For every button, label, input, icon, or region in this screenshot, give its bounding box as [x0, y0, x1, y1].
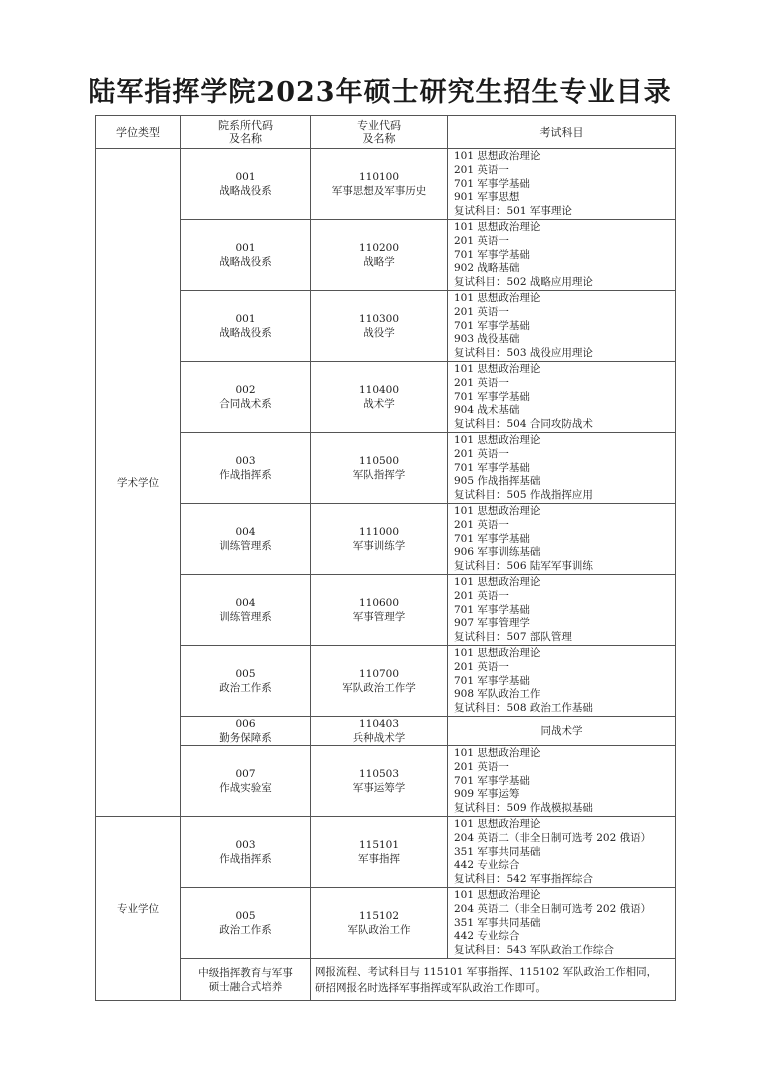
table-row: [96, 888, 676, 959]
dept-code: 003: [235, 455, 256, 467]
dept-name: 作战指挥系: [219, 469, 272, 481]
subject-line: 908 军队政治工作: [454, 688, 541, 701]
dept-code: 005: [235, 910, 256, 922]
dept-name: 战略战役系: [219, 185, 272, 197]
major-cell: [311, 149, 448, 220]
dept-cell: [181, 575, 311, 646]
table-row: [96, 291, 676, 362]
subject-line: 201 英语一: [454, 376, 509, 389]
major-name: 兵种战术学: [352, 732, 406, 744]
subject-line: 复试科目：542 军事指挥综合: [454, 873, 593, 886]
dept-cell: [181, 433, 311, 504]
joint-program-name: [181, 959, 311, 1001]
subjects-cell: [448, 362, 676, 433]
dept-code: 003: [235, 839, 256, 851]
dept-code: 004: [235, 597, 256, 609]
major-cell: [311, 646, 448, 717]
subject-line: 902 战略基础: [454, 262, 520, 275]
major-code: 110600: [358, 597, 400, 609]
major-name: 军事管理学: [352, 611, 406, 623]
joint-program-note: [311, 959, 676, 1001]
subject-line: 101 思想政治理论: [454, 505, 541, 517]
subject-line: 201 英语一: [454, 589, 509, 602]
dept-name: 政治工作系: [219, 924, 272, 936]
subject-line: 201 英语一: [454, 163, 509, 176]
subjects-cell: [448, 817, 676, 888]
subject-line: 101 思想政治理论: [454, 747, 541, 759]
header-major: 专业代码 及名称: [311, 116, 448, 149]
major-cell: [311, 717, 448, 746]
subject-line: 101 思想政治理论: [454, 818, 541, 830]
header-degree-type: 学位类型: [96, 116, 181, 149]
subject-line: 906 军事训练基础: [454, 546, 541, 559]
table-row: [96, 220, 676, 291]
subjects-cell: [448, 504, 676, 575]
major-code: 110100: [358, 171, 400, 183]
subject-line: 101 思想政治理论: [454, 363, 541, 375]
subject-line: 复试科目：503 战役应用理论: [454, 347, 593, 360]
table-row: [96, 717, 676, 746]
subjects-cell: [448, 888, 676, 959]
subject-line: 101 思想政治理论: [454, 292, 541, 304]
major-cell: [311, 746, 448, 817]
page-title: 陆军指挥学院2023年硕士研究生招生专业目录: [88, 77, 672, 108]
degree-type-professional: 专业学位: [96, 817, 181, 1001]
joint-note-line: 研招网报名时选择军事指挥或军队政治工作即可。: [315, 981, 546, 994]
major-name: 军事训练学: [352, 540, 406, 552]
subjects-cell: [448, 575, 676, 646]
subject-line: 101 思想政治理论: [454, 150, 541, 162]
subject-line: 701 军事学基础: [454, 177, 530, 190]
major-cell: [311, 291, 448, 362]
header-dept: 院系所代码 及名称: [181, 116, 311, 149]
subject-line: 复试科目：502 战略应用理论: [454, 276, 593, 289]
subject-line: 201 英语一: [454, 234, 509, 247]
major-name: 军事运筹学: [352, 782, 406, 794]
subject-line: 701 军事学基础: [454, 774, 530, 787]
major-code: 110700: [358, 668, 400, 680]
subject-line: 201 英语一: [454, 518, 509, 531]
dept-code: 002: [235, 384, 256, 396]
catalog-table: [95, 115, 676, 1001]
subject-line: 复试科目：507 部队管理: [454, 631, 572, 644]
subject-line: 复试科目：509 作战模拟基础: [454, 802, 593, 815]
subject-line: 904 战术基础: [454, 404, 520, 417]
dept-cell: [181, 220, 311, 291]
subject-line: 905 作战指挥基础: [454, 475, 541, 488]
subject-line: 101 思想政治理论: [454, 647, 541, 659]
major-name: 军队政治工作: [347, 924, 411, 936]
subject-line: 101 思想政治理论: [454, 889, 541, 901]
dept-cell: [181, 362, 311, 433]
dept-code: 001: [235, 313, 256, 325]
dept-code: 005: [235, 668, 256, 680]
major-name: 战术学: [363, 398, 395, 410]
major-code: 110200: [358, 242, 400, 254]
subject-line: 204 英语二（非全日制可选考 202 俄语）: [454, 902, 652, 915]
dept-name: 作战实验室: [219, 782, 272, 794]
dept-cell: [181, 717, 311, 746]
subjects-note: 同战术学: [448, 717, 676, 746]
degree-type-academic: 学术学位: [96, 149, 181, 817]
dept-cell: [181, 746, 311, 817]
subject-line: 351 军事共同基础: [454, 916, 541, 929]
subject-line: 701 军事学基础: [454, 390, 530, 403]
subjects-cell: [448, 291, 676, 362]
subject-line: 701 军事学基础: [454, 603, 530, 616]
subject-line: 907 军事管理学: [454, 617, 530, 630]
table-row: [96, 575, 676, 646]
dept-name: 勤务保障系: [219, 732, 272, 744]
dept-code: 004: [235, 526, 256, 538]
dept-name: 战略战役系: [219, 256, 272, 268]
major-code: 110403: [358, 718, 400, 730]
dept-name: 战略战役系: [219, 327, 272, 339]
dept-name: 合同战术系: [219, 398, 272, 410]
subject-line: 701 军事学基础: [454, 319, 530, 332]
dept-cell: [181, 817, 311, 888]
joint-name-line: 中级指挥教育与军事: [198, 966, 293, 979]
joint-note-line: 网报流程、考试科目与 115101 军事指挥、115102 军队政治工作相同，: [315, 965, 658, 978]
major-name: 军事思想及军事历史: [331, 185, 427, 197]
major-name: 军队政治工作学: [342, 682, 416, 694]
subject-line: 201 英语一: [454, 305, 509, 318]
major-cell: [311, 817, 448, 888]
subject-line: 复试科目：508 政治工作基础: [454, 702, 593, 715]
table-row: [96, 433, 676, 504]
subjects-cell: [448, 646, 676, 717]
subject-line: 701 军事学基础: [454, 674, 530, 687]
subject-line: 701 军事学基础: [454, 248, 530, 261]
dept-cell: [181, 291, 311, 362]
dept-cell: [181, 149, 311, 220]
major-code: 115101: [358, 839, 400, 851]
dept-cell: [181, 646, 311, 717]
subject-line: 701 军事学基础: [454, 532, 530, 545]
major-cell: [311, 575, 448, 646]
table-row: [96, 817, 676, 888]
major-code: 110500: [358, 455, 400, 467]
subject-line: 901 军事思想: [454, 191, 520, 204]
subject-line: 101 思想政治理论: [454, 576, 541, 588]
major-name: 战略学: [363, 256, 395, 268]
major-code: 110300: [358, 313, 400, 325]
dept-cell: [181, 888, 311, 959]
dept-code: 001: [235, 242, 256, 254]
table-row: [96, 746, 676, 817]
subject-line: 复试科目：505 作战指挥应用: [454, 489, 593, 502]
subject-line: 201 英语一: [454, 447, 509, 460]
dept-name: 训练管理系: [219, 611, 272, 623]
subjects-cell: [448, 149, 676, 220]
major-cell: [311, 504, 448, 575]
table-row: [96, 959, 676, 1001]
subject-line: 复试科目：543 军队政治工作综合: [454, 944, 614, 957]
major-code: 111000: [358, 526, 400, 538]
dept-code: 001: [235, 171, 256, 183]
major-cell: [311, 362, 448, 433]
table-row: [96, 149, 676, 220]
dept-cell: [181, 504, 311, 575]
subject-line: 909 军事运筹: [454, 788, 520, 801]
subjects-cell: [448, 746, 676, 817]
major-cell: [311, 220, 448, 291]
joint-name-line: 硕士融合式培养: [208, 980, 283, 993]
subject-line: 204 英语二（非全日制可选考 202 俄语）: [454, 831, 652, 844]
subject-line: 复试科目：506 陆军军事训练: [454, 560, 593, 573]
major-code: 110503: [358, 768, 400, 780]
major-name: 军事指挥: [358, 853, 400, 865]
dept-code: 007: [235, 768, 256, 780]
dept-code: 006: [235, 718, 256, 730]
subject-line: 442 专业综合: [454, 930, 520, 943]
header-subjects: 考试科目: [448, 116, 676, 149]
table-row: [96, 362, 676, 433]
major-cell: [311, 433, 448, 504]
table-row: [96, 646, 676, 717]
dept-name: 作战指挥系: [219, 853, 272, 865]
subject-line: 复试科目：501 军事理论: [454, 205, 572, 218]
subject-line: 442 专业综合: [454, 859, 520, 872]
major-code: 115102: [358, 910, 400, 922]
subject-line: 复试科目：504 合同攻防战术: [454, 418, 593, 431]
dept-name: 政治工作系: [219, 682, 272, 694]
major-name: 军队指挥学: [352, 469, 406, 481]
dept-name: 训练管理系: [219, 540, 272, 552]
subjects-cell: [448, 220, 676, 291]
subject-line: 351 军事共同基础: [454, 845, 541, 858]
major-cell: [311, 888, 448, 959]
subject-line: 903 战役基础: [454, 333, 520, 346]
subjects-cell: [448, 433, 676, 504]
table-row: [96, 504, 676, 575]
major-name: 战役学: [363, 327, 395, 339]
subject-line: 101 思想政治理论: [454, 221, 541, 233]
subject-line: 201 英语一: [454, 660, 509, 673]
table-header-row: [96, 116, 676, 149]
major-code: 110400: [358, 384, 400, 396]
subject-line: 101 思想政治理论: [454, 434, 541, 446]
subject-line: 201 英语一: [454, 760, 509, 773]
subject-line: 701 军事学基础: [454, 461, 530, 474]
